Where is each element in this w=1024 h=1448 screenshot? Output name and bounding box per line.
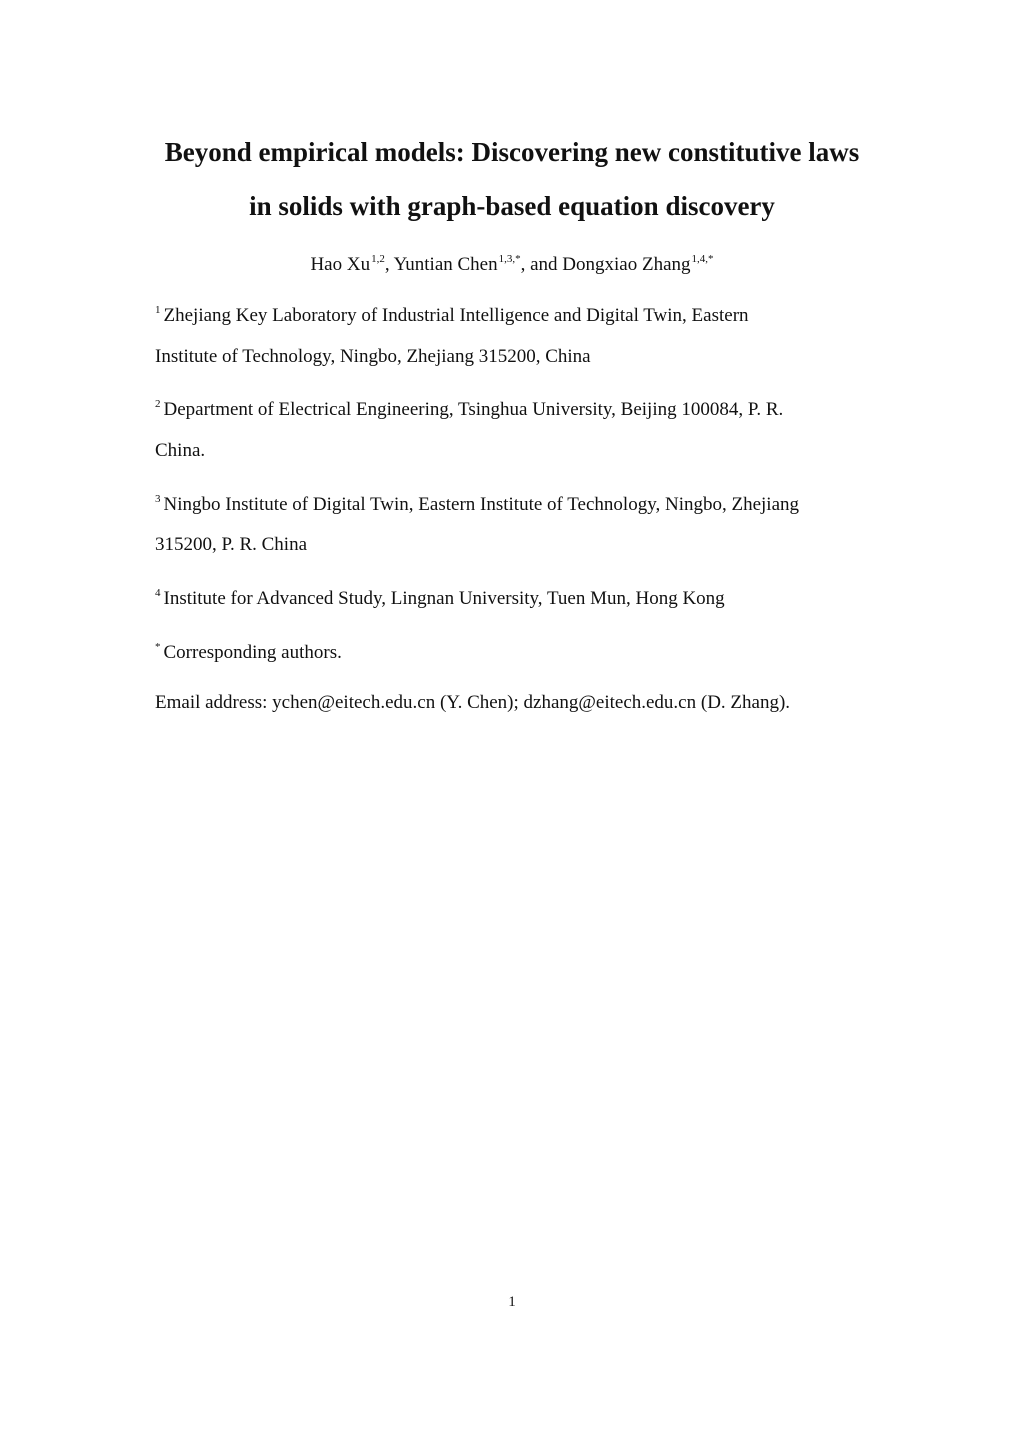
author-name: Hao Xu <box>310 254 371 275</box>
affiliation-4-line-1 <box>155 589 725 608</box>
author-affiliation-mark: 1,4,* <box>691 253 714 265</box>
email-addresses: Email address: ychen@eitech.edu.cn (Y. Chen); dzhang@eitech.edu.cn (D. Zhang). <box>155 692 791 713</box>
affiliation-text: Zhejiang Key Laboratory of Industrial Intelligence and Digital Twin, Eastern <box>163 305 749 326</box>
affiliation-mark: 4 <box>155 587 161 599</box>
author-list <box>0 255 1024 274</box>
page-number: 1 <box>508 1294 516 1310</box>
author-separator: , and <box>520 254 563 275</box>
affiliation-2-line-1 <box>155 400 783 419</box>
affiliation-mark: 1 <box>155 304 161 316</box>
affiliation-mark: 2 <box>155 398 161 410</box>
affiliation-2-line-2: China. <box>155 440 206 461</box>
corresponding-note <box>155 643 342 662</box>
affiliation-text: Department of Electrical Engineering, Tsinghua University, Beijing 100084, P. R. <box>163 399 784 420</box>
affiliation-3-line-1 <box>155 495 799 514</box>
paper-title-line-1: Beyond empirical models: Discovering new constitutive laws <box>164 137 860 167</box>
affiliation-1-line-1 <box>155 306 749 325</box>
author-name: Dongxiao Zhang <box>562 254 691 275</box>
author-affiliation-mark: 1,2 <box>371 253 385 265</box>
affiliation-text: Ningbo Institute of Digital Twin, Eastern Institute of Technology, Ningbo, Zhejiang <box>163 494 799 515</box>
affiliation-text: Institute for Advanced Study, Lingnan University, Tuen Mun, Hong Kong <box>163 588 725 609</box>
author-separator: , <box>384 254 394 275</box>
corresponding-text: Corresponding authors. <box>163 642 342 663</box>
affiliation-3-line-2: 315200, P. R. China <box>155 534 308 555</box>
author-affiliation-mark: 1,3,* <box>498 253 521 265</box>
paper-title-line-2: in solids with graph-based equation discovery <box>249 191 775 221</box>
author-name: Yuntian Chen <box>393 254 498 275</box>
corresponding-mark: * <box>155 641 161 653</box>
affiliation-1-line-2: Institute of Technology, Ningbo, Zhejiang 315200, China <box>155 346 591 367</box>
affiliation-mark: 3 <box>155 493 161 505</box>
